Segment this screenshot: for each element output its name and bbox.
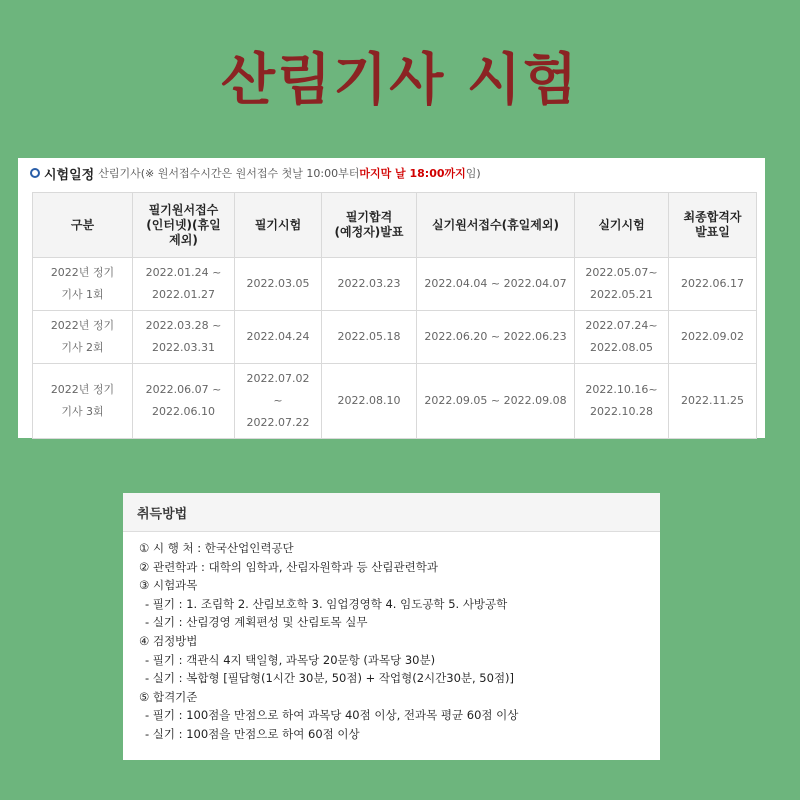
method-line: ② 관련학과 : 대학의 임학과, 산림자원학과 등 산림관련학과 — [139, 559, 438, 574]
method-body — [139, 539, 652, 744]
schedule-panel — [18, 158, 765, 438]
method-line: ⑤ 합격기준 — [139, 689, 198, 704]
table-cell: 2022.06.20 ~ 2022.06.23 — [417, 311, 575, 364]
table-cell: 2022.11.25 — [669, 364, 757, 439]
table-cell: 2022.03.05 — [235, 258, 322, 311]
method-line: ③ 시험과목 — [139, 578, 198, 593]
table-cell: 2022년 정기 기사 1회 — [33, 258, 133, 311]
method-line: ① 시 행 처 : 한국산업인력공단 — [139, 541, 294, 555]
header-practical-application: 실기원서접수(휴일제외) — [417, 193, 575, 258]
schedule-subtitle-prefix: 산림기사(※ 원서접수시간은 원서접수 첫날 10:00부터 — [98, 167, 360, 180]
schedule-subtitle-highlight: 마지막 날 18:00까지 — [359, 167, 466, 180]
method-line: - 실기 : 100점을 만점으로 하여 60점 이상 — [145, 726, 360, 741]
schedule-table — [32, 192, 757, 439]
header-written-exam: 필기시험 — [235, 193, 322, 258]
header-written-application: 필기원서접수 (인터넷)(휴일 제외) — [133, 193, 235, 258]
method-line: ④ 검정방법 — [139, 633, 198, 648]
method-title: 취득방법 — [137, 507, 188, 522]
table-row — [33, 311, 757, 364]
method-line: - 필기 : 객관식 4지 택일형, 과목당 20문항 (과목당 30분) — [145, 652, 436, 667]
header-final-result: 최종합격자 발표일 — [669, 193, 757, 258]
header-written-result: 필기합격 (예정자)발표 — [322, 193, 417, 258]
schedule-subtitle-suffix: 임) — [465, 167, 481, 180]
method-panel — [123, 493, 660, 760]
table-cell: 2022.06.07 ~ 2022.06.10 — [133, 364, 235, 439]
page-title: 산림기사 시험 — [220, 48, 580, 113]
method-line: - 실기 : 복합형 [필답형(1시간 30분, 50점) + 작업형(2시간30분, 50점)] — [145, 671, 515, 686]
table-cell: 2022.03.23 — [322, 258, 417, 311]
table-cell: 2022.07.24~ 2022.08.05 — [575, 311, 669, 364]
table-cell: 2022.04.24 — [235, 311, 322, 364]
table-row — [33, 258, 757, 311]
table-cell: 2022.04.04 ~ 2022.04.07 — [417, 258, 575, 311]
schedule-title: 시험일정 — [44, 167, 95, 183]
header-practical-exam: 실기시험 — [575, 193, 669, 258]
table-row — [33, 364, 757, 439]
table-cell: 2022.08.10 — [322, 364, 417, 439]
table-cell: 2022년 정기 기사 3회 — [33, 364, 133, 439]
table-cell: 2022.03.28 ~ 2022.03.31 — [133, 311, 235, 364]
method-line: - 필기 : 100점을 만점으로 하여 과목당 40점 이상, 전과목 평균 60점 이상 — [145, 708, 519, 723]
method-line: - 실기 : 산림경영 계획편성 및 산림토목 실무 — [145, 615, 368, 630]
table-cell: 2022.05.18 — [322, 311, 417, 364]
table-cell: 2022.07.02 ~ 2022.07.22 — [235, 364, 322, 439]
header-category: 구분 — [33, 193, 133, 258]
method-line: - 필기 : 1. 조림학 2. 산림보호학 3. 임업경영학 4. 임도공학 5. 사방공학 — [145, 596, 508, 611]
table-cell: 2022.01.24 ~ 2022.01.27 — [133, 258, 235, 311]
table-cell: 2022.09.02 — [669, 311, 757, 364]
bullet-icon — [30, 168, 40, 178]
table-cell: 2022.09.05 ~ 2022.09.08 — [417, 364, 575, 439]
table-cell: 2022.06.17 — [669, 258, 757, 311]
table-cell: 2022.05.07~ 2022.05.21 — [575, 258, 669, 311]
schedule-header — [30, 162, 481, 184]
method-header — [123, 493, 660, 532]
table-cell: 2022년 정기 기사 2회 — [33, 311, 133, 364]
table-header-row — [33, 193, 757, 258]
table-cell: 2022.10.16~ 2022.10.28 — [575, 364, 669, 439]
